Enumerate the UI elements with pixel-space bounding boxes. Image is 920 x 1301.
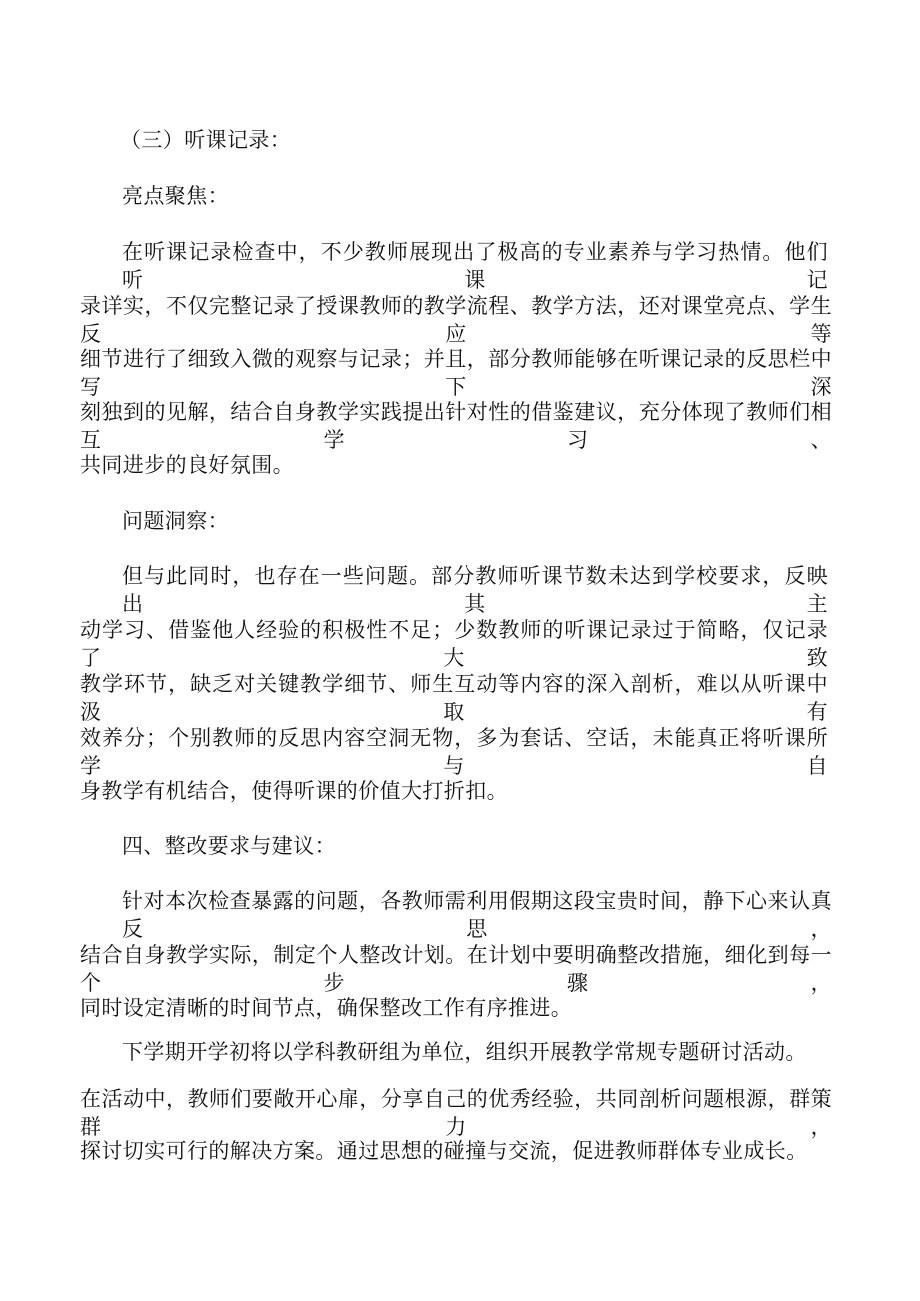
paragraph-line: 在听课记录检查中，不少教师展现出了极高的专业素养与学习热情。他们听课记 (122, 240, 828, 292)
paragraph-line: 结合自身教学实际，制定个人整改计划。在计划中要明确整改措施，细化到每一个步骤， (80, 943, 832, 995)
paragraph-line: 在活动中，教师们要敞开心扉，分享自己的优秀经验，共同剖析问题根源，群策群力， (80, 1087, 832, 1139)
subheading-highlights: 亮点聚焦： (122, 184, 229, 208)
paragraph-line: 细节进行了细致入微的观察与记录；并且，部分教师能够在听课记录的反思栏中写下深 (80, 347, 832, 399)
paragraph-line: 动学习、借鉴他人经验的积极性不足；少数教师的听课记录过于简略，仅记录了大致 (80, 618, 828, 670)
section-heading-rectification: 四、整改要求与建议： (122, 834, 336, 858)
paragraph-line: 身教学有机结合，使得听课的价值大打折扣。 (80, 779, 508, 803)
subheading-problems: 问题洞察： (122, 509, 229, 533)
paragraph-line: 效养分；个别教师的反思内容空洞无物，多为套话、空话，未能真正将听课所学与自 (80, 726, 828, 778)
paragraph-line: 针对本次检查暴露的问题，各教师需利用假期这段宝贵时间，静下心来认真反思， (122, 889, 832, 941)
paragraph-line: 同时设定清晰的时间节点，确保整改工作有序推进。 (80, 996, 573, 1020)
paragraph-line: 录详实，不仅完整记录了授课教师的教学流程、教学方法，还对课堂亮点、学生反应等 (80, 294, 832, 346)
paragraph-line: 教学环节，缺乏对关键教学细节、师生互动等内容的深入剖析，难以从听课中汲取有 (80, 672, 828, 724)
paragraph-line: 探讨切实可行的解决方案。通过思想的碰撞与交流，促进教师群体专业成长。 (80, 1139, 808, 1163)
paragraph-line: 共同进步的良好氛围。 (80, 453, 294, 477)
paragraph-line: 下学期开学初将以学科教研组为单位，组织开展教学常规专题研讨活动。 (122, 1040, 807, 1064)
paragraph-line: 刻独到的见解，结合自身教学实践提出针对性的借鉴建议，充分体现了教师们相互学习、 (80, 400, 832, 452)
paragraph-line: 但与此同时，也存在一些问题。部分教师听课节数未达到学校要求，反映出其主 (122, 564, 828, 616)
section-heading-listening-records: （三）听课记录： (120, 128, 292, 152)
